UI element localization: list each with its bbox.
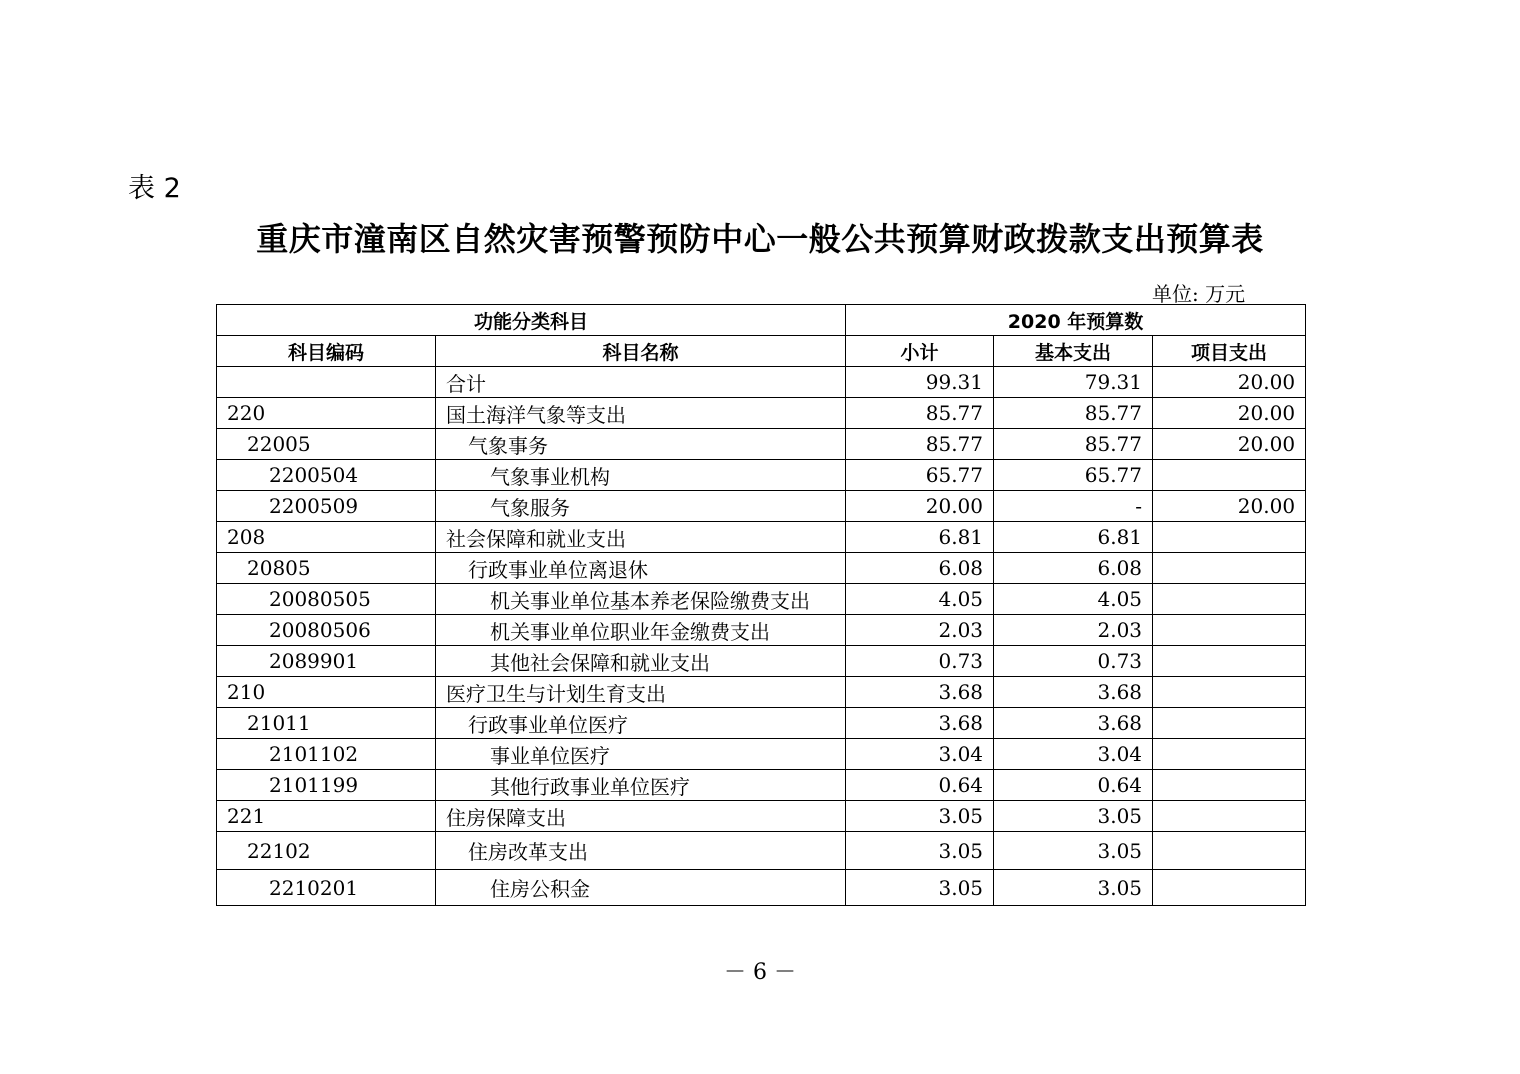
cell-code: 22102 xyxy=(217,832,436,870)
cell-name: 气象事务 xyxy=(436,429,846,460)
cell-basic: - xyxy=(994,491,1153,522)
cell-basic: 3.68 xyxy=(994,708,1153,739)
table-row xyxy=(217,870,1306,906)
cell-code xyxy=(217,367,436,398)
cell-code: 2089901 xyxy=(217,646,436,677)
cell-basic: 3.05 xyxy=(994,870,1153,906)
cell-project: 20.00 xyxy=(1153,367,1306,398)
cell-basic: 2.03 xyxy=(994,615,1153,646)
cell-subtotal: 4.05 xyxy=(846,584,994,615)
cell-project xyxy=(1153,708,1306,739)
cell-subtotal: 0.64 xyxy=(846,770,994,801)
cell-code: 2101102 xyxy=(217,739,436,770)
table-row xyxy=(217,367,1306,398)
table-row xyxy=(217,739,1306,770)
cell-project xyxy=(1153,522,1306,553)
subtotal-column-header: 小计 xyxy=(846,336,994,367)
cell-basic: 4.05 xyxy=(994,584,1153,615)
cell-subtotal: 3.68 xyxy=(846,708,994,739)
cell-code: 210 xyxy=(217,677,436,708)
cell-basic: 0.64 xyxy=(994,770,1153,801)
table-row xyxy=(217,491,1306,522)
cell-project xyxy=(1153,770,1306,801)
basic-column-header: 基本支出 xyxy=(994,336,1153,367)
budget-year-group-header: 2020 年预算数 xyxy=(846,305,1306,336)
cell-subtotal: 99.31 xyxy=(846,367,994,398)
cell-subtotal: 0.73 xyxy=(846,646,994,677)
cell-subtotal: 2.03 xyxy=(846,615,994,646)
cell-basic: 79.31 xyxy=(994,367,1153,398)
cell-name: 住房公积金 xyxy=(436,870,846,906)
cell-basic: 6.08 xyxy=(994,553,1153,584)
cell-code: 20805 xyxy=(217,553,436,584)
cell-code: 221 xyxy=(217,801,436,832)
cell-project xyxy=(1153,646,1306,677)
cell-code: 20080505 xyxy=(217,584,436,615)
cell-code: 208 xyxy=(217,522,436,553)
cell-project xyxy=(1153,739,1306,770)
cell-code: 21011 xyxy=(217,708,436,739)
cell-subtotal: 3.05 xyxy=(846,801,994,832)
cell-basic: 0.73 xyxy=(994,646,1153,677)
budget-table xyxy=(216,304,1306,906)
cell-code: 2101199 xyxy=(217,770,436,801)
cell-name: 住房保障支出 xyxy=(436,801,846,832)
cell-subtotal: 85.77 xyxy=(846,398,994,429)
table-row xyxy=(217,553,1306,584)
table-row xyxy=(217,522,1306,553)
table-row xyxy=(217,801,1306,832)
cell-code: 20080506 xyxy=(217,615,436,646)
cell-project xyxy=(1153,832,1306,870)
table-number: 表 2 xyxy=(128,173,181,204)
column-header-row xyxy=(217,336,1306,367)
page-number: － 6 － xyxy=(724,960,796,985)
cell-name: 事业单位医疗 xyxy=(436,739,846,770)
cell-code: 2210201 xyxy=(217,870,436,906)
cell-name: 气象服务 xyxy=(436,491,846,522)
project-column-header: 项目支出 xyxy=(1153,336,1306,367)
cell-name: 行政事业单位离退休 xyxy=(436,553,846,584)
cell-basic: 65.77 xyxy=(994,460,1153,491)
cell-name: 社会保障和就业支出 xyxy=(436,522,846,553)
name-column-header: 科目名称 xyxy=(436,336,846,367)
cell-code: 220 xyxy=(217,398,436,429)
cell-name: 医疗卫生与计划生育支出 xyxy=(436,677,846,708)
cell-subtotal: 65.77 xyxy=(846,460,994,491)
cell-project xyxy=(1153,584,1306,615)
cell-project: 20.00 xyxy=(1153,398,1306,429)
cell-project: 20.00 xyxy=(1153,429,1306,460)
cell-subtotal: 6.08 xyxy=(846,553,994,584)
cell-code: 22005 xyxy=(217,429,436,460)
table-row xyxy=(217,460,1306,491)
code-column-header: 科目编码 xyxy=(217,336,436,367)
cell-subtotal: 3.05 xyxy=(846,870,994,906)
cell-basic: 3.05 xyxy=(994,832,1153,870)
cell-name: 机关事业单位基本养老保险缴费支出 xyxy=(436,584,846,615)
cell-code: 2200509 xyxy=(217,491,436,522)
cell-project: 20.00 xyxy=(1153,491,1306,522)
cell-name: 合计 xyxy=(436,367,846,398)
cell-project xyxy=(1153,553,1306,584)
cell-subtotal: 3.04 xyxy=(846,739,994,770)
group-header-row xyxy=(217,305,1306,336)
table-body xyxy=(217,367,1306,906)
table-row xyxy=(217,832,1306,870)
cell-subtotal: 85.77 xyxy=(846,429,994,460)
cell-name: 行政事业单位医疗 xyxy=(436,708,846,739)
table-row xyxy=(217,708,1306,739)
table-row xyxy=(217,584,1306,615)
cell-basic: 6.81 xyxy=(994,522,1153,553)
category-group-header: 功能分类科目 xyxy=(217,305,846,336)
table-row xyxy=(217,615,1306,646)
cell-name: 其他社会保障和就业支出 xyxy=(436,646,846,677)
cell-subtotal: 3.05 xyxy=(846,832,994,870)
table-row xyxy=(217,429,1306,460)
cell-subtotal: 6.81 xyxy=(846,522,994,553)
document-title: 重庆市潼南区自然灾害预警预防中心一般公共预算财政拨款支出预算表 xyxy=(256,220,1264,258)
cell-name: 机关事业单位职业年金缴费支出 xyxy=(436,615,846,646)
cell-name: 其他行政事业单位医疗 xyxy=(436,770,846,801)
cell-project xyxy=(1153,460,1306,491)
unit-label: 单位: 万元 xyxy=(1152,282,1246,306)
cell-project xyxy=(1153,677,1306,708)
table-row xyxy=(217,770,1306,801)
cell-name: 国土海洋气象等支出 xyxy=(436,398,846,429)
cell-basic: 85.77 xyxy=(994,429,1153,460)
cell-code: 2200504 xyxy=(217,460,436,491)
table-row xyxy=(217,398,1306,429)
cell-project xyxy=(1153,870,1306,906)
cell-subtotal: 3.68 xyxy=(846,677,994,708)
cell-name: 气象事业机构 xyxy=(436,460,846,491)
cell-project xyxy=(1153,615,1306,646)
cell-subtotal: 20.00 xyxy=(846,491,994,522)
cell-project xyxy=(1153,801,1306,832)
cell-basic: 3.68 xyxy=(994,677,1153,708)
cell-basic: 85.77 xyxy=(994,398,1153,429)
table-row xyxy=(217,677,1306,708)
table-row xyxy=(217,646,1306,677)
cell-basic: 3.05 xyxy=(994,801,1153,832)
cell-name: 住房改革支出 xyxy=(436,832,846,870)
cell-basic: 3.04 xyxy=(994,739,1153,770)
